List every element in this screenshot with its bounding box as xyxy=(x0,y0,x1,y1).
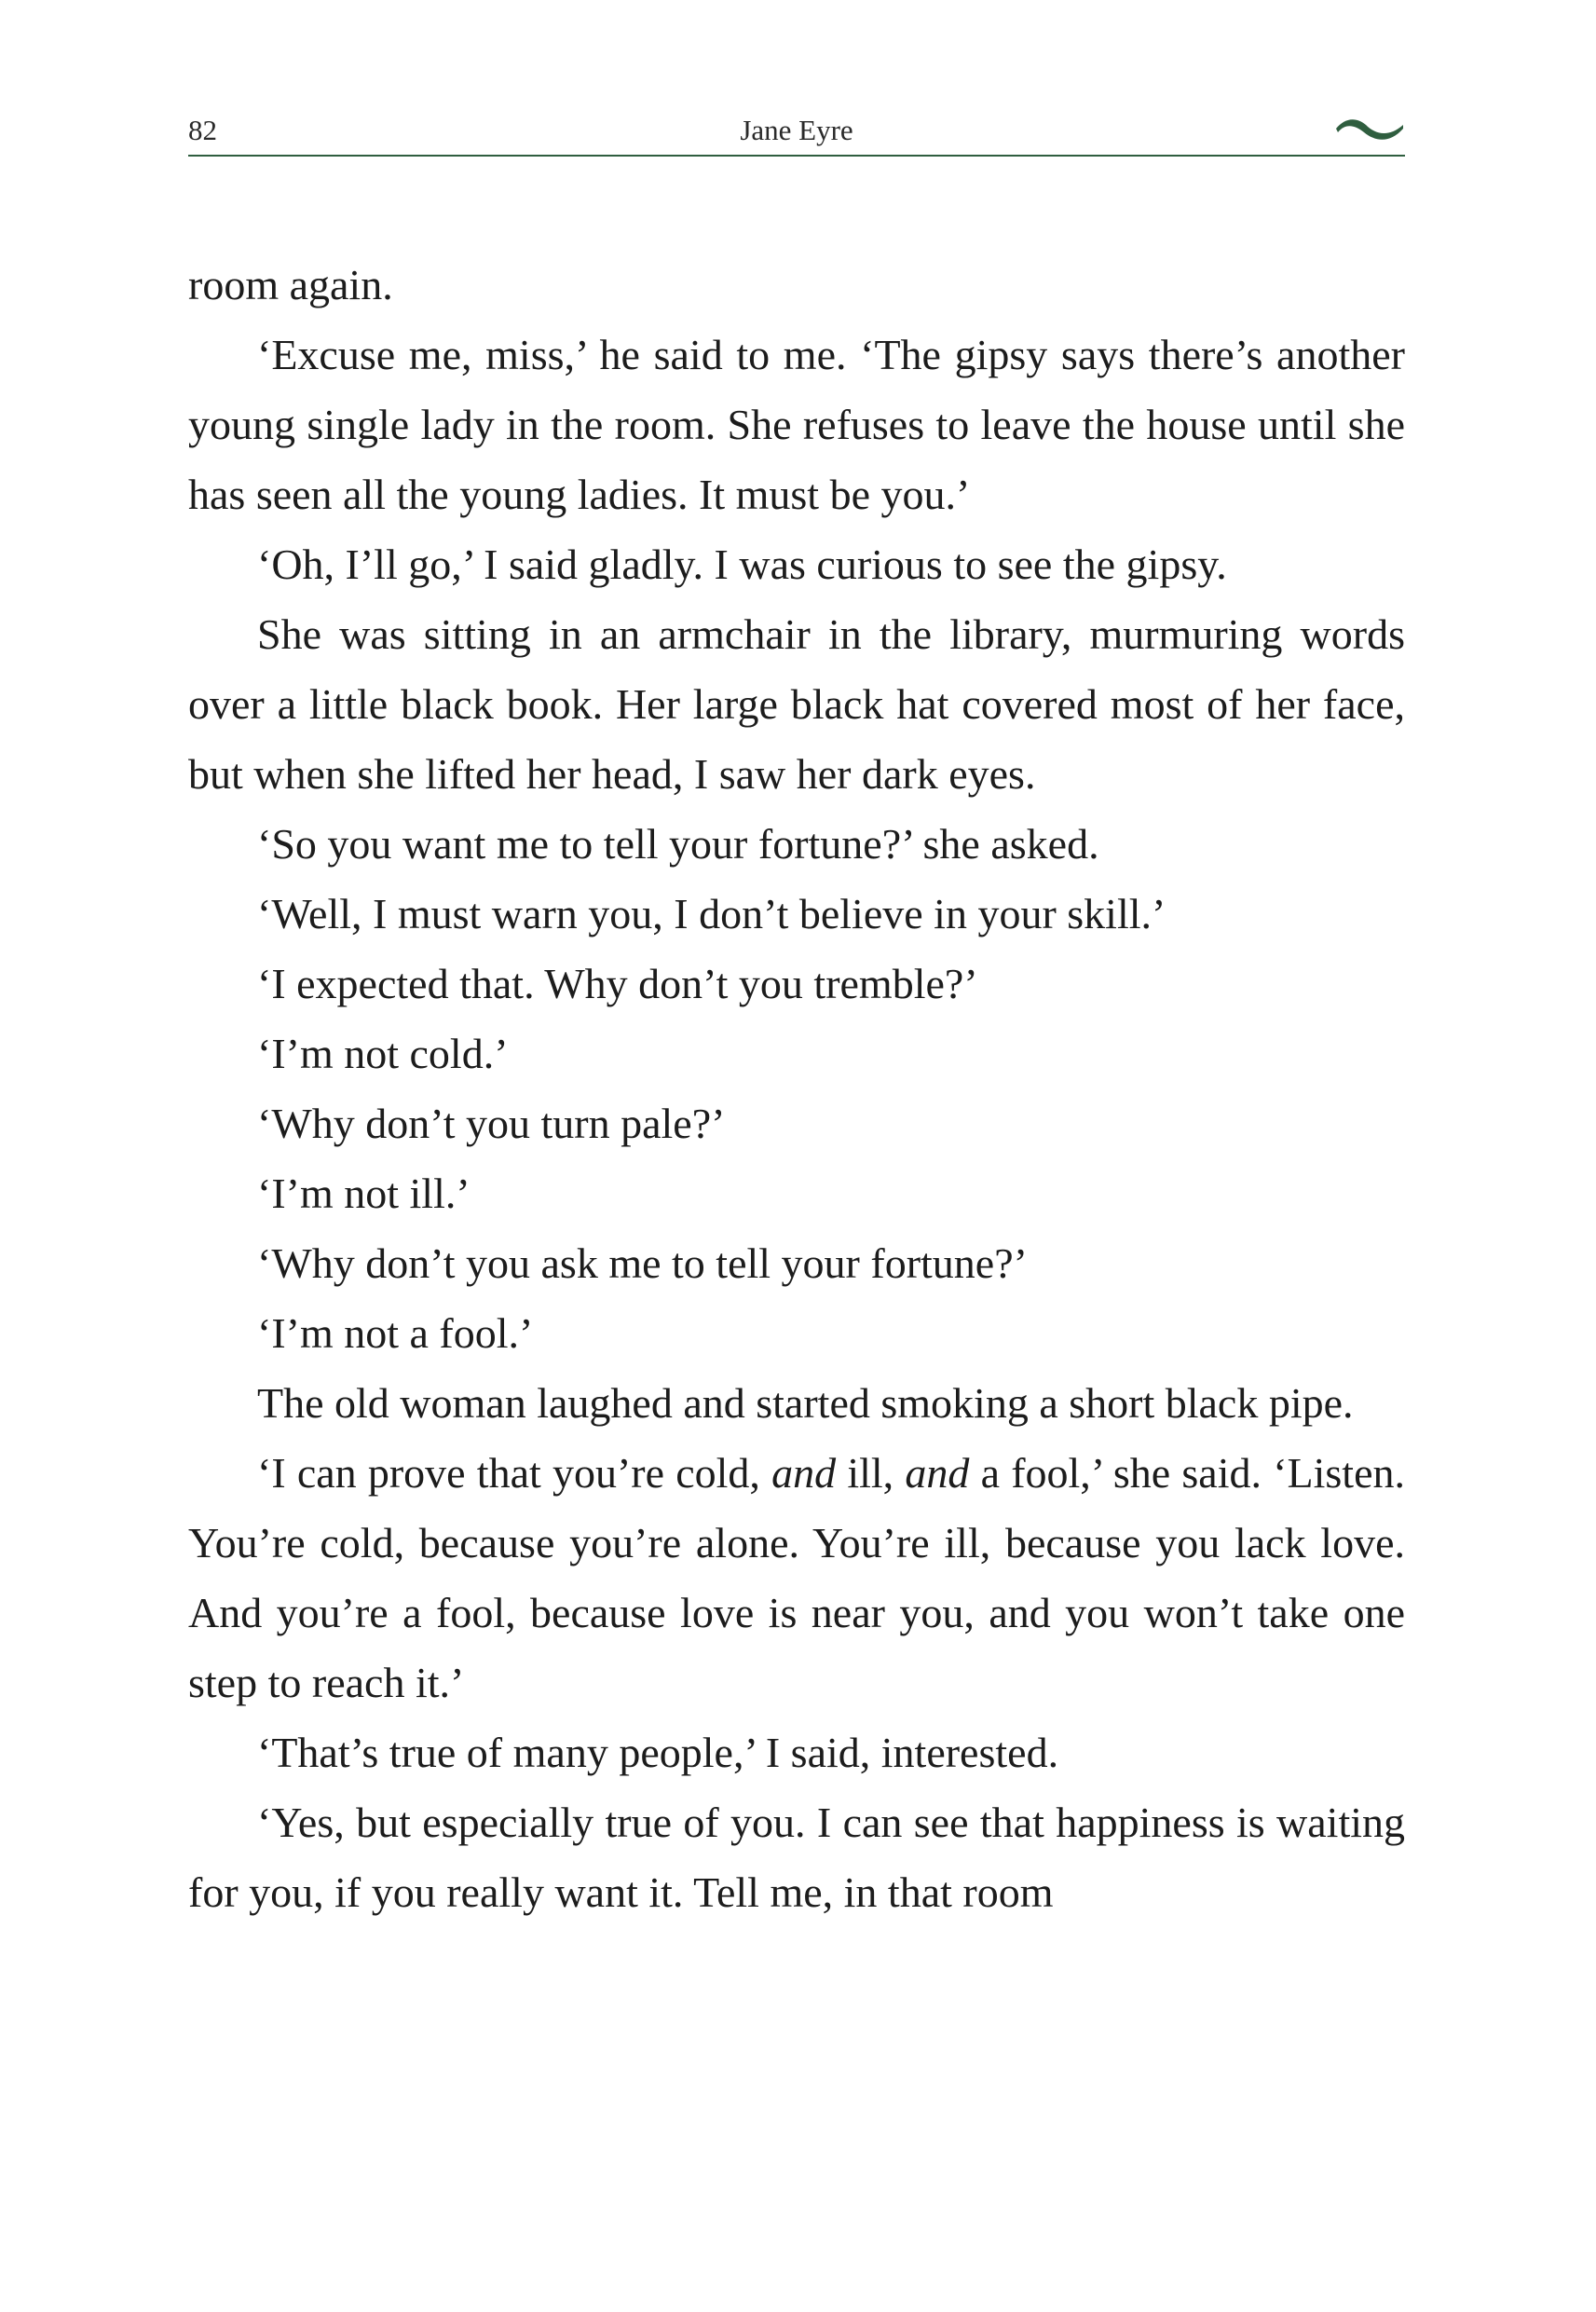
paragraph: ‘I’m not cold.’ xyxy=(257,1030,509,1077)
paragraph: ‘Why don’t you turn pale?’ xyxy=(257,1100,726,1147)
text-run: a fool,’ she said. ‘Listen. You’re cold, because you’re alone. You’re ill, because you lack love. And you’re a fool, because love is near you, and you won’t take one step to reach it.’ xyxy=(188,1449,1405,1706)
paragraph: ‘I’m not a fool.’ xyxy=(257,1309,534,1357)
page-number: 82 xyxy=(188,114,217,146)
paragraph xyxy=(188,1438,1405,1717)
paragraph: ‘Oh, I’ll go,’ I said gladly. I was curious to see the gipsy. xyxy=(257,540,1227,588)
body-text xyxy=(188,250,1405,1927)
text-run: ‘I can prove that you’re cold, xyxy=(257,1449,772,1497)
book-title: Jane Eyre xyxy=(740,114,853,146)
paragraph: The old woman laughed and started smoking a short black pipe. xyxy=(257,1379,1354,1427)
paragraph: ‘So you want me to tell your fortune?’ she asked. xyxy=(257,820,1099,868)
running-header xyxy=(188,110,1405,157)
paragraph: ‘Yes, but especially true of you. I can see that happiness is waiting for you, if you really want it. Tell me, in that room xyxy=(188,1799,1405,1916)
paragraph: ‘I expected that. Why don’t you tremble?’ xyxy=(257,960,978,1007)
paragraph: ‘Why don’t you ask me to tell your fortune?’ xyxy=(257,1239,1028,1287)
header-rule xyxy=(188,155,1405,157)
italic-text-run: and xyxy=(771,1449,837,1497)
paragraph: ‘That’s true of many people,’ I said, interested. xyxy=(257,1729,1059,1776)
paragraph: room again. xyxy=(188,261,393,308)
paragraph: ‘Excuse me, miss,’ he said to me. ‘The gipsy says there’s another young single lady in the room. She refuses to leave the house until she has seen all the young ladies. It must be you.’ xyxy=(188,331,1405,518)
text-run: ill, xyxy=(836,1449,906,1497)
paragraph: ‘Well, I must warn you, I don’t believe in your skill.’ xyxy=(257,890,1166,937)
italic-text-run: and xyxy=(905,1449,970,1497)
swash-icon xyxy=(1334,110,1405,149)
paragraph: ‘I’m not ill.’ xyxy=(257,1170,471,1217)
paragraph: She was sitting in an armchair in the library, murmuring words over a little black book. Her large black hat covered most of her face, but when she lifted her head, I saw her dark eyes. xyxy=(188,610,1405,798)
